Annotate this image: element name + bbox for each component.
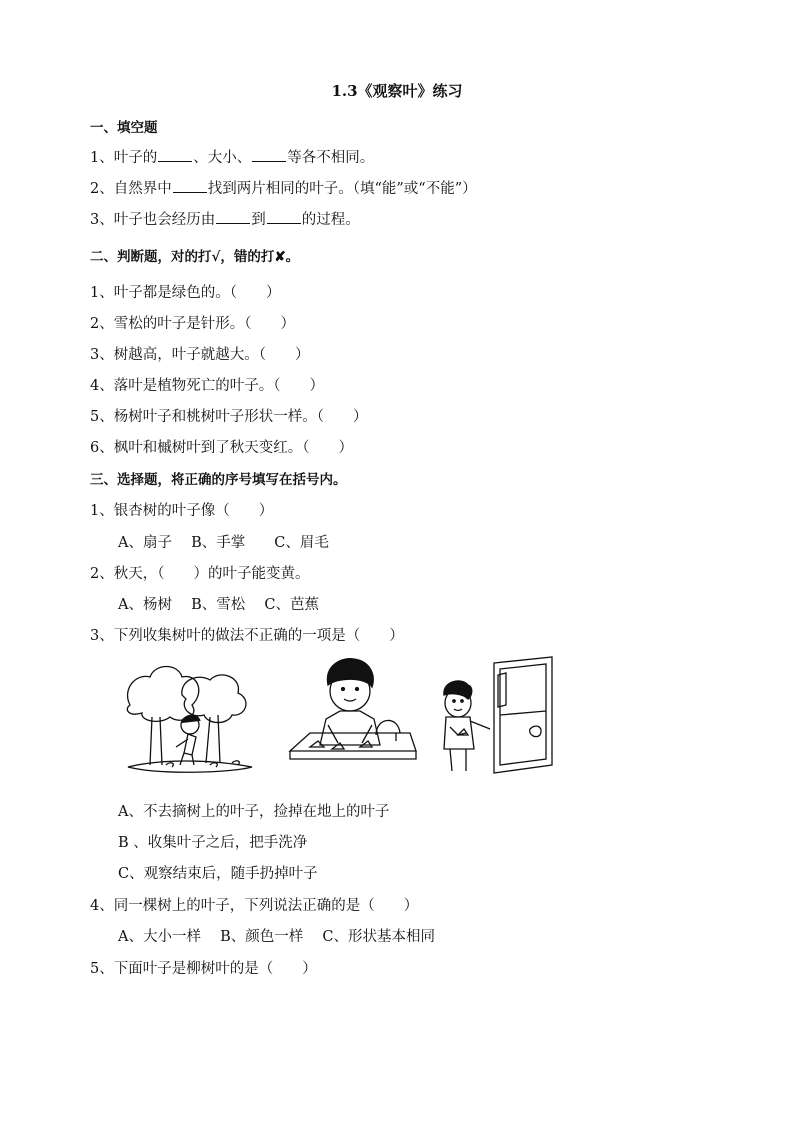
- fill-q3-text-b: 到: [251, 212, 266, 228]
- judge-item: 1、叶子都是绿色的。（ ）: [90, 285, 281, 301]
- fill-q2-text-a: 2、自然界中: [90, 181, 172, 197]
- fill-blank[interactable]: [252, 147, 286, 162]
- choice-q4-stem: 4、同一棵树上的叶子，下列说法正确的是（ ）: [90, 898, 419, 914]
- fill-q1-text-b: 、大小、: [193, 150, 252, 166]
- choice-q5-stem: 5、下面叶子是柳树叶的是（ ）: [90, 961, 317, 977]
- judge-item: 3、树越高，叶子就越大。（ ）: [90, 347, 310, 363]
- child-under-trees-illustration: [120, 655, 260, 780]
- fill-blank[interactable]: [267, 209, 301, 224]
- section2-heading: 二、判断题，对的打√，错的打✘。: [90, 249, 300, 265]
- choice-q3-option-c: C、观察结束后，随手扔掉叶子: [118, 866, 318, 882]
- judge-item: 5、杨树叶子和桃树叶子形状一样。（ ）: [90, 409, 368, 425]
- fill-question-1: [90, 146, 374, 167]
- choice-q2-options: A、杨树 B、雪松 C、芭蕉: [118, 597, 319, 613]
- choice-q1-stem: 1、银杏树的叶子像（ ）: [90, 503, 274, 519]
- fill-q2-text-b: 找到两片相同的叶子。（填“能”或“不能”）: [207, 181, 477, 197]
- judge-item: 2、雪松的叶子是针形。（ ）: [90, 316, 295, 332]
- q3-illustrations: [120, 655, 560, 780]
- fill-question-3: [90, 208, 360, 229]
- fill-question-2: [90, 177, 477, 198]
- choice-q3-option-b: B 、收集叶子之后，把手洗净: [118, 835, 308, 851]
- judge-item: 6、枫叶和槭树叶到了秋天变红。（ ）: [90, 440, 353, 456]
- section1-heading: 一、填空题: [90, 120, 158, 136]
- choice-q4-options: A、大小一样 B、颜色一样 C、形状基本相同: [118, 929, 435, 945]
- fill-blank[interactable]: [158, 147, 192, 162]
- fill-q3-text-c: 的过程。: [301, 212, 360, 228]
- child-at-window-illustration: [440, 655, 560, 780]
- page-title: 1.3《观察叶》练习: [331, 82, 463, 100]
- choice-q3-option-a: A、不去摘树上的叶子，捡掉在地上的叶子: [118, 804, 390, 820]
- child-washing-hands-illustration: [280, 655, 430, 780]
- choice-q2-stem: 2、秋天，（ ）的叶子能变黄。: [90, 566, 310, 582]
- fill-q1-text-a: 1、叶子的: [90, 150, 158, 166]
- choice-q3-stem: 3、下列收集树叶的做法不正确的一项是（ ）: [90, 628, 404, 644]
- fill-blank[interactable]: [216, 209, 250, 224]
- judge-item: 4、落叶是植物死亡的叶子。（ ）: [90, 378, 324, 394]
- fill-q1-text-c: 等各不相同。: [287, 150, 375, 166]
- section3-heading: 三、选择题，将正确的序号填写在括号内。: [90, 472, 347, 488]
- fill-blank[interactable]: [173, 178, 207, 193]
- choice-q1-options: A、扇子 B、手掌 C、眉毛: [118, 535, 329, 551]
- fill-q3-text-a: 3、叶子也会经历由: [90, 212, 216, 228]
